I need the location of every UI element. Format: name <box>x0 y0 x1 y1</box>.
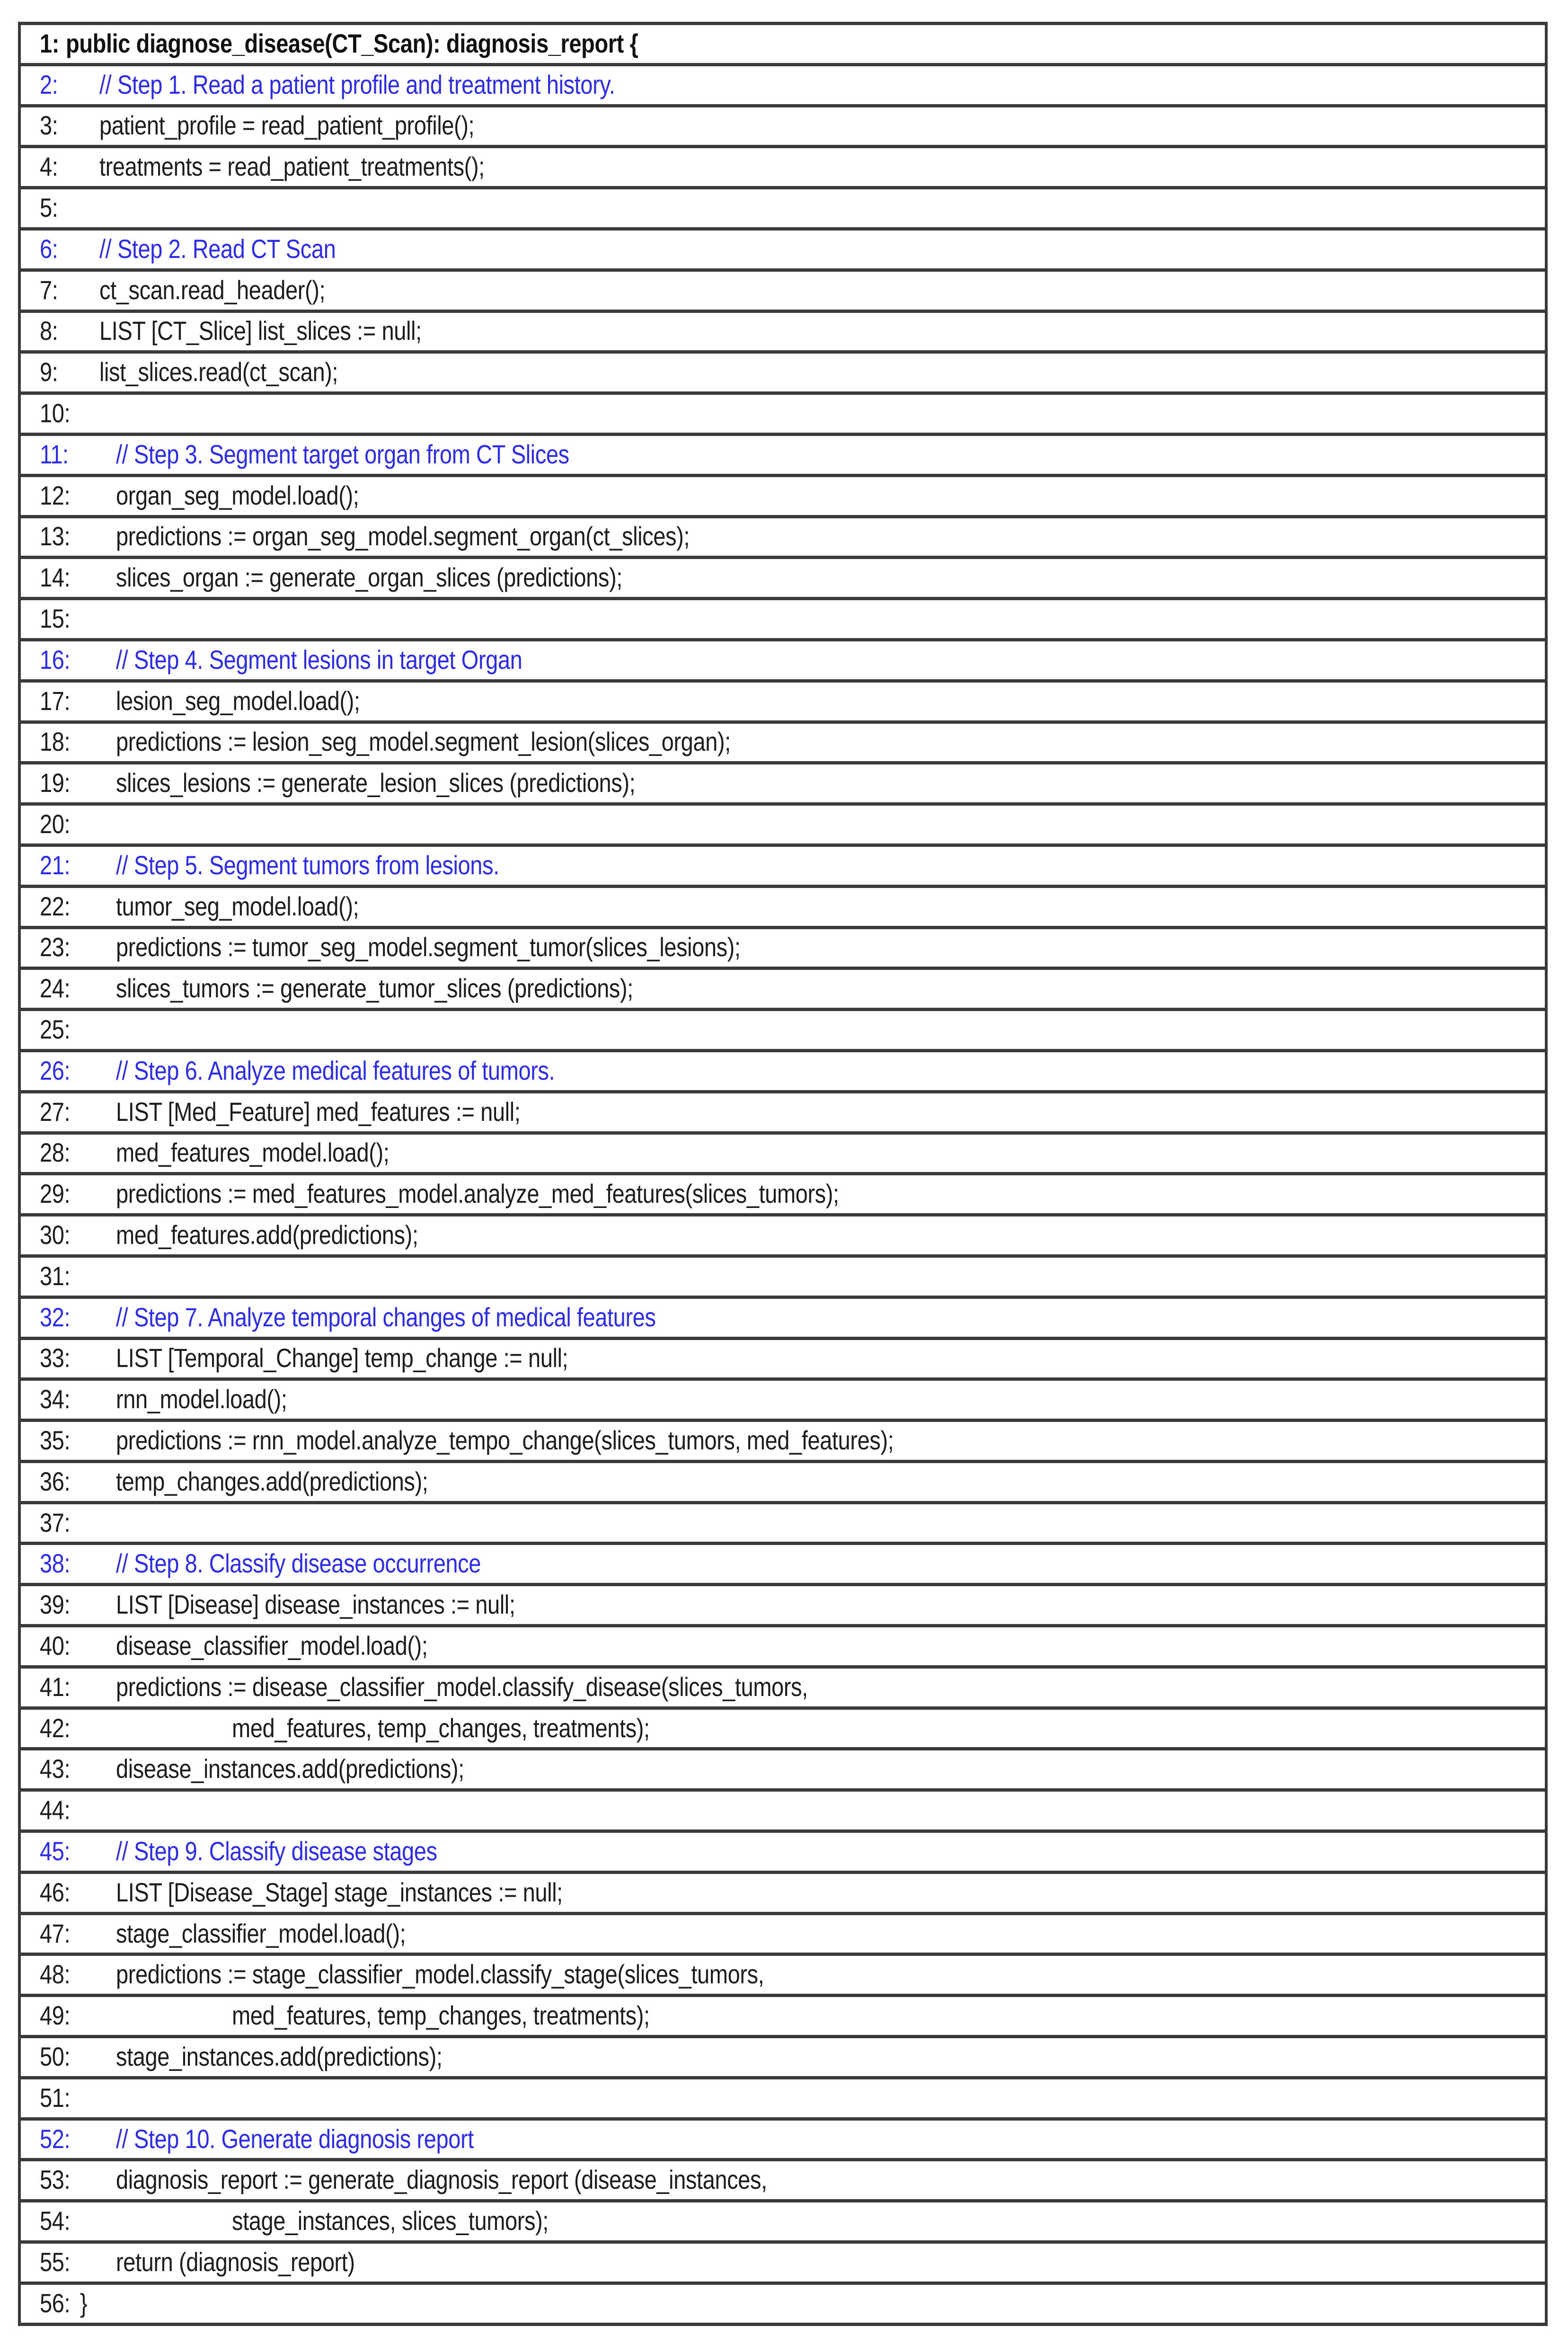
code-line <box>21 724 1545 765</box>
code-text: LIST [CT_Slice] list_slices := null; <box>99 316 422 346</box>
code-line <box>21 1135 1545 1176</box>
line-number: 53: <box>40 2165 71 2195</box>
line-number: 52: <box>40 2123 71 2154</box>
code-line <box>21 1093 1545 1135</box>
code-line <box>21 1216 1545 1258</box>
comment-text: // Step 3. Segment target organ from CT Slices <box>116 439 569 469</box>
comment-line <box>21 1299 1545 1340</box>
blank-line <box>21 1011 1545 1052</box>
line-number: 42: <box>40 1713 71 1743</box>
code-text: predictions := organ_seg_model.segment_organ(ct_slices); <box>116 521 690 551</box>
comment-text: // Step 7. Analyze temporal changes of medical features <box>116 1302 656 1332</box>
code-line <box>21 888 1545 929</box>
comment-text: // Step 1. Read a patient profile and treatment history. <box>99 69 615 99</box>
line-number: 54: <box>40 2206 71 2236</box>
pseudocode-listing-table <box>18 22 1548 2326</box>
code-text: treatments = read_patient_treatments(); <box>99 151 485 182</box>
code-text: LIST [Med_Feature] med_features := null; <box>116 1096 521 1127</box>
code-text: LIST [Disease_Stage] stage_instances := null; <box>116 1877 563 1907</box>
code-text: med_features, temp_changes, treatments); <box>232 1713 650 1743</box>
comment-line <box>21 231 1545 272</box>
code-line <box>21 970 1545 1011</box>
code-text: patient_profile = read_patient_profile(); <box>99 110 475 141</box>
code-line <box>21 1997 1545 2038</box>
line-number: 34: <box>40 1384 71 1414</box>
code-line <box>21 1381 1545 1422</box>
code-text: } <box>80 2288 88 2318</box>
code-text: med_features_model.load(); <box>116 1137 390 1168</box>
comment-text: // Step 2. Read CT Scan <box>99 233 336 264</box>
line-number: 26: <box>40 1055 71 1085</box>
line-number: 2: <box>40 69 58 99</box>
line-number: 50: <box>40 2041 71 2071</box>
line-number: 10: <box>40 398 71 428</box>
code-line <box>21 559 1545 600</box>
code-text: predictions := med_features_model.analyze_med_features(slices_tumors); <box>116 1179 839 1209</box>
line-number: 19: <box>40 768 71 798</box>
line-number: 16: <box>40 644 71 675</box>
code-line <box>21 1627 1545 1669</box>
line-number: 36: <box>40 1466 71 1496</box>
comment-text: // Step 4. Segment lesions in target Organ <box>116 644 523 675</box>
line-number: 8: <box>40 316 58 346</box>
line-number: 29: <box>40 1179 71 1209</box>
line-number: 51: <box>40 2082 71 2113</box>
line-number: 40: <box>40 1630 71 1660</box>
code-text: stage_instances, slices_tumors); <box>232 2206 549 2236</box>
line-number: 5: <box>40 192 58 222</box>
code-line <box>21 477 1545 518</box>
code-line <box>21 1874 1545 1915</box>
code-line <box>21 1710 1545 1751</box>
code-line <box>21 1669 1545 1710</box>
code-text: predictions := rnn_model.analyze_tempo_change(slices_tumors, med_features); <box>116 1425 894 1455</box>
line-number: 32: <box>40 1302 71 1332</box>
line-number: 33: <box>40 1343 71 1373</box>
line-number: 37: <box>40 1507 71 1537</box>
line-number: 14: <box>40 562 71 593</box>
code-line <box>21 1422 1545 1463</box>
line-number: 23: <box>40 932 71 962</box>
code-line <box>21 518 1545 559</box>
comment-text: // Step 10. Generate diagnosis report <box>116 2123 474 2154</box>
line-number: 4: <box>40 151 58 182</box>
function-signature-line <box>21 25 1545 66</box>
code-text: ct_scan.read_header(); <box>99 275 326 305</box>
comment-line <box>21 847 1545 888</box>
line-number: 41: <box>40 1671 71 1702</box>
code-text: lesion_seg_model.load(); <box>116 685 360 716</box>
code-line <box>21 313 1545 354</box>
line-number: 44: <box>40 1795 71 1825</box>
blank-line <box>21 2079 1545 2121</box>
line-number: 20: <box>40 808 71 839</box>
comment-line <box>21 1052 1545 1093</box>
line-number: 46: <box>40 1877 71 1907</box>
comment-line <box>21 2121 1545 2162</box>
code-line <box>21 354 1545 395</box>
line-number: 47: <box>40 1918 71 1948</box>
line-number: 48: <box>40 1959 71 1989</box>
code-line <box>21 2038 1545 2079</box>
blank-line <box>21 600 1545 641</box>
blank-line <box>21 1792 1545 1833</box>
comment-text: // Step 6. Analyze medical features of tumors. <box>116 1055 555 1085</box>
code-text: public diagnose_disease(CT_Scan): diagnosis_report { <box>66 28 638 58</box>
blank-line <box>21 189 1545 231</box>
line-number: 1: <box>40 28 59 58</box>
blank-line <box>21 806 1545 847</box>
code-line <box>21 1463 1545 1504</box>
line-number: 31: <box>40 1261 71 1291</box>
code-text: disease_instances.add(predictions); <box>116 1754 464 1784</box>
code-text: LIST [Temporal_Change] temp_change := null; <box>116 1343 568 1373</box>
code-text: diagnosis_report := generate_diagnosis_report (disease_instances, <box>116 2165 767 2195</box>
line-number: 28: <box>40 1137 71 1168</box>
code-line <box>21 683 1545 724</box>
code-text: predictions := stage_classifier_model.classify_stage(slices_tumors, <box>116 1959 764 1989</box>
code-text: return (diagnosis_report) <box>116 2246 355 2277</box>
code-line <box>21 107 1545 149</box>
code-line <box>21 1915 1545 1956</box>
line-number: 39: <box>40 1589 71 1620</box>
blank-line <box>21 1504 1545 1545</box>
code-line <box>21 1586 1545 1627</box>
comment-text: // Step 5. Segment tumors from lesions. <box>116 850 499 880</box>
code-text: slices_lesions := generate_lesion_slices (predictions); <box>116 768 636 798</box>
code-text: predictions := disease_classifier_model.classify_disease(slices_tumors, <box>116 1671 808 1702</box>
code-text: rnn_model.load(); <box>116 1384 287 1414</box>
blank-line <box>21 395 1545 436</box>
line-number: 15: <box>40 603 71 633</box>
code-line <box>21 1175 1545 1216</box>
line-number: 27: <box>40 1096 71 1127</box>
comment-line <box>21 1833 1545 1874</box>
code-line <box>21 2161 1545 2202</box>
code-text: med_features.add(predictions); <box>116 1219 418 1250</box>
line-number: 11: <box>40 439 69 469</box>
line-number: 6: <box>40 233 58 264</box>
code-line <box>21 2244 1545 2285</box>
comment-line <box>21 66 1545 107</box>
code-line <box>21 1750 1545 1792</box>
code-line <box>21 1340 1545 1381</box>
line-number: 35: <box>40 1425 71 1455</box>
line-number: 13: <box>40 521 71 551</box>
code-text: disease_classifier_model.load(); <box>116 1630 428 1660</box>
line-number: 22: <box>40 891 71 921</box>
line-number: 56: <box>40 2288 71 2318</box>
line-number: 18: <box>40 727 71 757</box>
code-text: predictions := lesion_seg_model.segment_lesion(slices_organ); <box>116 727 731 757</box>
code-text: list_slices.read(ct_scan); <box>99 357 338 387</box>
code-text: slices_tumors := generate_tumor_slices (predictions); <box>116 973 633 1003</box>
code-text: temp_changes.add(predictions); <box>116 1466 428 1496</box>
line-number: 17: <box>40 685 71 716</box>
comment-text: // Step 9. Classify disease stages <box>116 1836 437 1866</box>
code-line <box>21 272 1545 313</box>
line-number: 30: <box>40 1219 71 1250</box>
code-text: med_features, temp_changes, treatments); <box>232 2000 650 2031</box>
code-line <box>21 148 1545 189</box>
code-text: LIST [Disease] disease_instances := null; <box>116 1589 515 1620</box>
line-number: 25: <box>40 1014 71 1044</box>
line-number: 38: <box>40 1548 71 1579</box>
code-line <box>21 2202 1545 2244</box>
line-number: 43: <box>40 1754 71 1784</box>
code-line <box>21 2285 1545 2326</box>
line-number: 49: <box>40 2000 71 2031</box>
comment-line <box>21 1545 1545 1586</box>
code-line <box>21 929 1545 970</box>
code-text: organ_seg_model.load(); <box>116 480 359 510</box>
line-number: 55: <box>40 2246 71 2277</box>
code-text: tumor_seg_model.load(); <box>116 891 359 921</box>
code-text: stage_instances.add(predictions); <box>116 2041 443 2071</box>
code-text: slices_organ := generate_organ_slices (predictions); <box>116 562 622 593</box>
code-text: stage_classifier_model.load(); <box>116 1918 406 1948</box>
code-line <box>21 764 1545 806</box>
line-number: 12: <box>40 480 71 510</box>
code-line <box>21 1956 1545 1997</box>
line-number: 45: <box>40 1836 71 1866</box>
line-number: 21: <box>40 850 71 880</box>
line-number: 24: <box>40 973 71 1003</box>
line-number: 9: <box>40 357 58 387</box>
comment-line <box>21 641 1545 683</box>
comment-line <box>21 436 1545 477</box>
code-text: predictions := tumor_seg_model.segment_tumor(slices_lesions); <box>116 932 741 962</box>
blank-line <box>21 1258 1545 1299</box>
line-number: 3: <box>40 110 58 141</box>
comment-text: // Step 8. Classify disease occurrence <box>116 1548 481 1579</box>
line-number: 7: <box>40 275 58 305</box>
